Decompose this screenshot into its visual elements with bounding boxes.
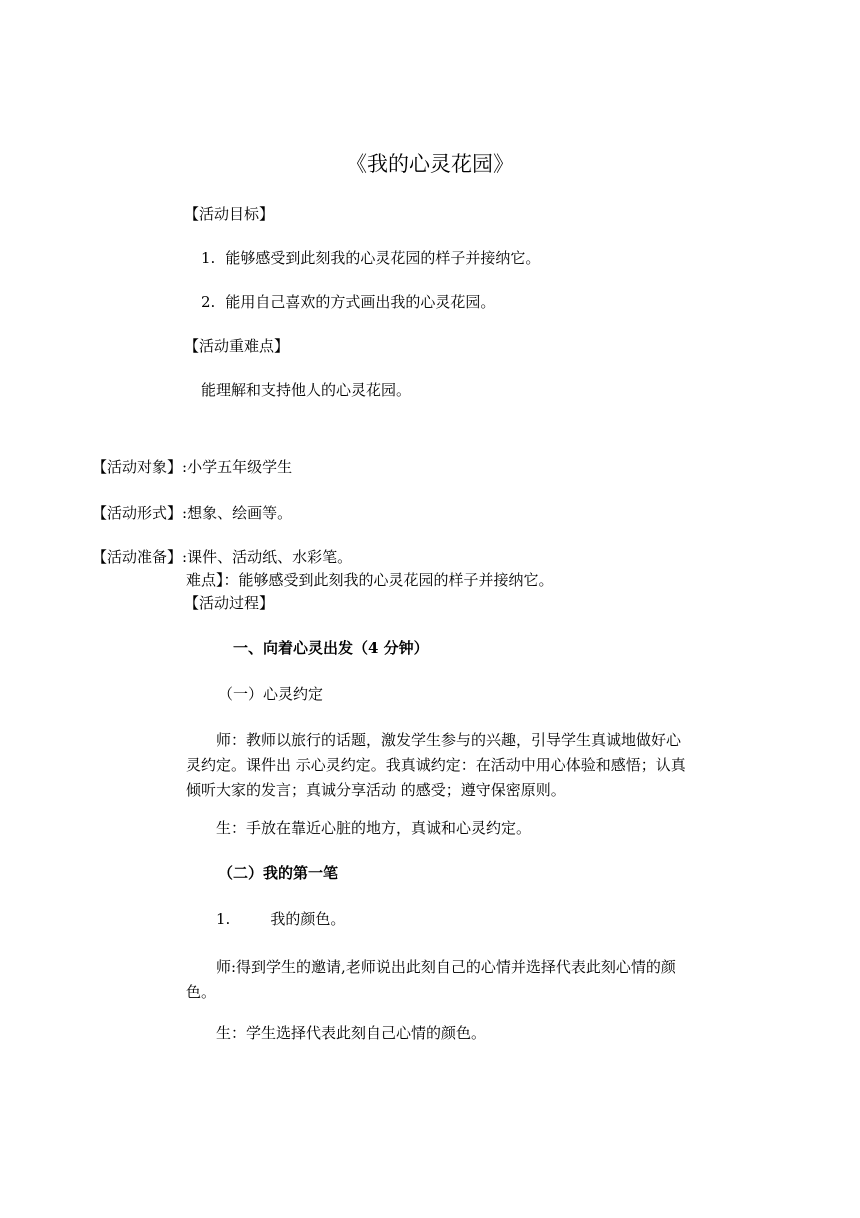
process-heading: 【活动过程】 — [184, 594, 275, 612]
section-1-heading: 一、向着心灵出发（4 分钟） — [233, 639, 429, 657]
subsection-2-item-text: 我的颜色。 — [270, 910, 346, 928]
difficulty-text: 难点】：能够感受到此刻我的心灵花园的样子并接纳它。 — [186, 571, 554, 589]
goal-item-1-text: 能够感受到此刻我的心灵花园的样子并接纳它。 — [225, 249, 541, 267]
subsection-1-student-paragraph: 生：手放在靠近心脏的地方，真诚和心灵约定。 — [216, 819, 532, 837]
goal-item-2 — [201, 292, 495, 312]
form-label: 【活动形式】 — [92, 504, 183, 522]
target-row — [92, 457, 292, 477]
prep-label: 【活动准备】 — [92, 548, 183, 566]
form-row — [92, 503, 292, 523]
subsection-2-heading: （二）我的第一笔 — [218, 864, 339, 882]
target-value: :小学五年级学生 — [182, 458, 293, 476]
goal-item-2-number: 2. — [201, 293, 216, 311]
key-points-text: 能理解和支持他人的心灵花园。 — [201, 381, 412, 399]
prep-value: :课件、活动纸、水彩笔。 — [182, 548, 353, 566]
document-title: 《我的心灵花园》 — [346, 152, 514, 176]
prep-row — [92, 547, 352, 567]
goal-item-1-number: 1. — [201, 249, 216, 267]
form-value: :想象、绘画等。 — [182, 504, 293, 522]
subsection-1-heading: （一）心灵约定 — [218, 685, 324, 703]
subsection-2-teacher-paragraph: 师:得到学生的邀请,老师说出此刻自己的心情并选择代表此刻心情的颜色。 — [186, 958, 676, 1001]
target-label: 【活动对象】 — [92, 458, 183, 476]
goal-item-1 — [201, 248, 540, 268]
goals-heading: 【活动目标】 — [184, 205, 275, 223]
goal-item-2-text: 能用自己喜欢的方式画出我的心灵花园。 — [225, 293, 496, 311]
subsection-1-teacher-paragraph: 师：教师以旅行的话题，激发学生参与的兴趣，引导学生真诚地做好心灵约定。课件出 示心灵约定。我真诚约定：在活动中用心体验和感悟；认真倾听大家的发言；真诚分享活动 的感受；遵守保密原则。 — [186, 731, 686, 799]
key-points-heading: 【活动重难点】 — [184, 337, 290, 355]
subsection-2-student-paragraph: 生：学生选择代表此刻自己心情的颜色。 — [216, 1024, 487, 1042]
subsection-2-item — [216, 909, 345, 929]
subsection-2-item-number: 1. — [216, 910, 231, 928]
